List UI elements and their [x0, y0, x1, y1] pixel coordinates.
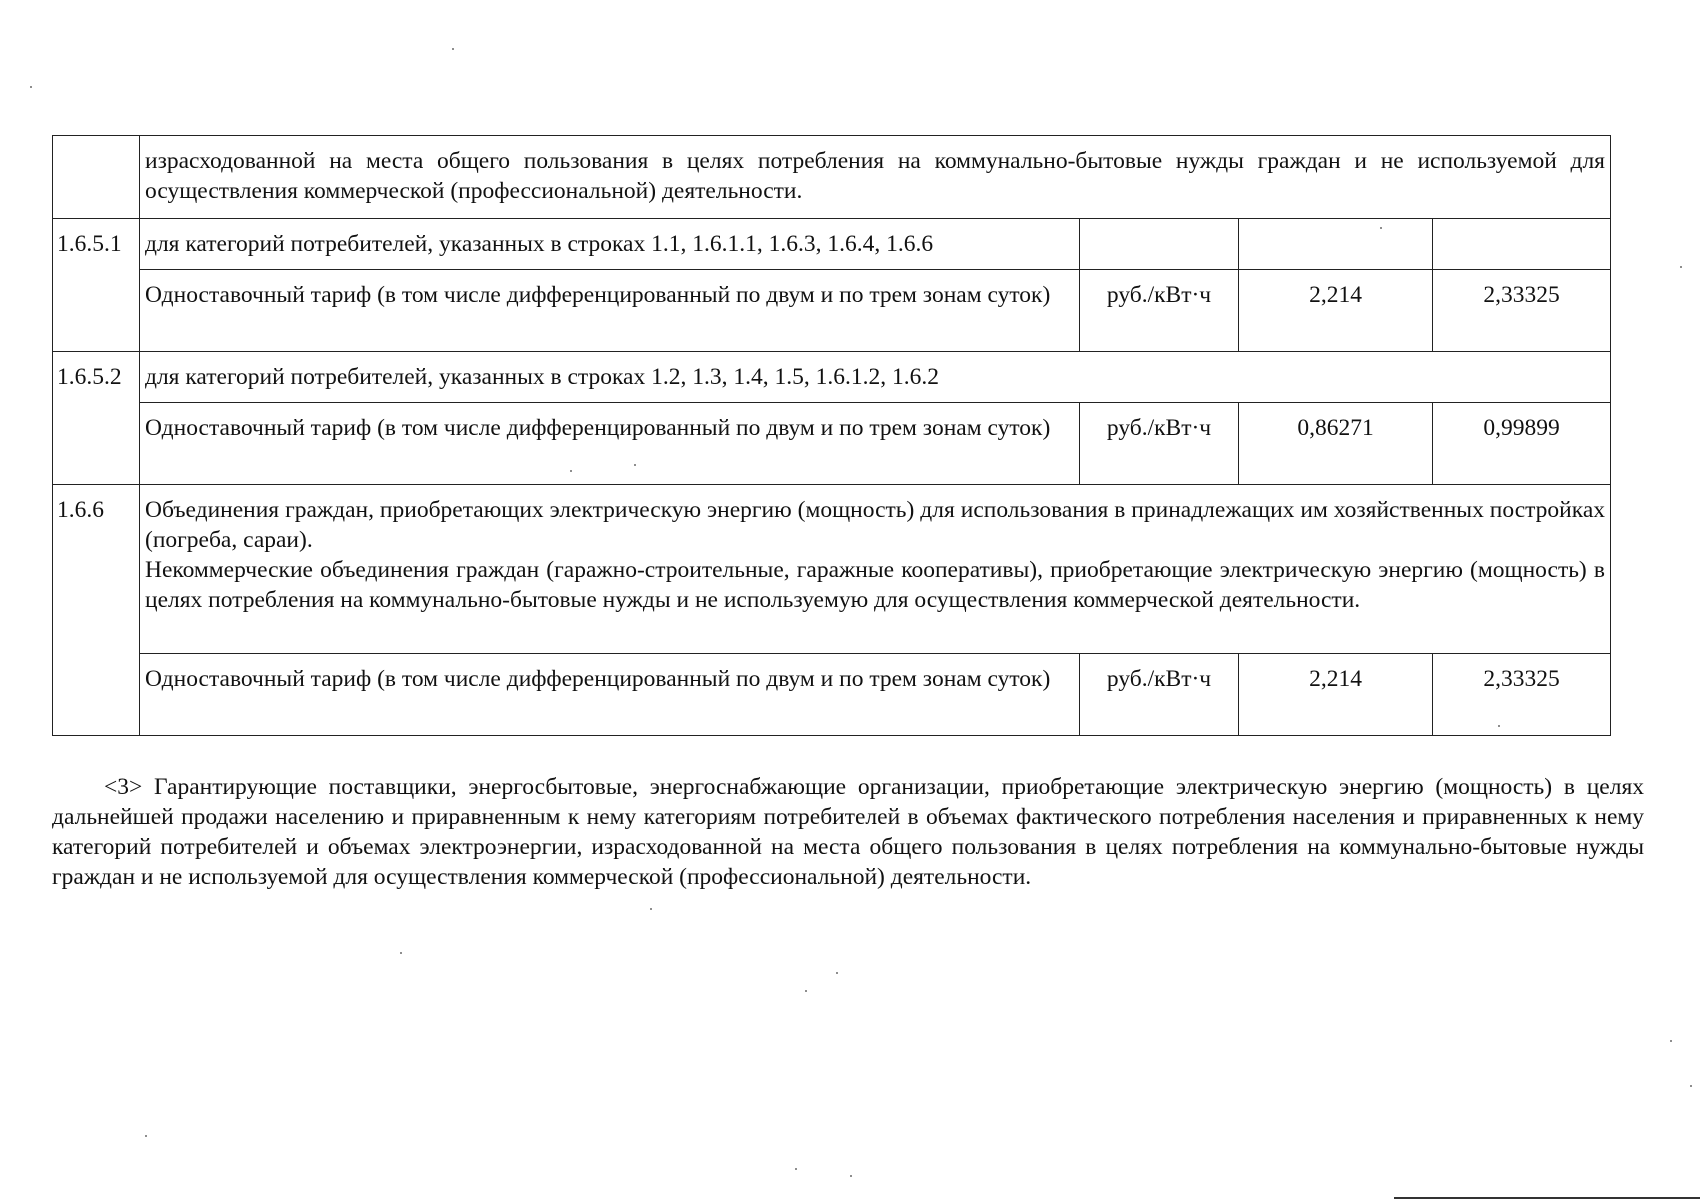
tariff-name: Одноставочный тариф (в том числе дифференцированный по двум и по трем зонам суток) — [145, 666, 1051, 692]
unit-text: руб./кВт·ч — [1106, 666, 1212, 692]
category-paragraph-2: Некоммерческие объединения граждан (гаражно-строительные, гаражные кооперативы), приобретающие электрическую энергию (мощность) в целях потребления на коммунально-бытовые нужды и не используемую для осуществления коммерческой деятельности. — [145, 557, 1605, 613]
category-text: для категорий потребителей, указанных в строках 1.2, 1.3, 1.4, 1.5, 1.6.1.2, 1.6.2 — [145, 364, 939, 390]
tariff-value-1: 2,214 — [1309, 666, 1362, 692]
unit-cell-empty — [1080, 219, 1239, 270]
continuation-text-cell — [140, 136, 1611, 219]
value-cell — [1433, 654, 1611, 736]
unit-text: руб./кВт·ч — [1106, 415, 1212, 441]
scan-speck — [805, 990, 807, 992]
continuation-text: израсходованной на места общего пользования в целях потребления на коммунально-бытовые нужды граждан и не используемой для осуществления коммерческой (профессиональной) деятельности. — [145, 148, 1605, 204]
row-number: 1.6.5.1 — [57, 231, 122, 257]
tariff-value-1: 2,214 — [1309, 282, 1362, 308]
value-cell — [1239, 270, 1433, 352]
table-row-category — [53, 352, 1611, 403]
tariff-value-1: 0,86271 — [1297, 415, 1374, 441]
category-paragraph-1: Объединения граждан, приобретающих электрическую энергию (мощность) для использования в принадлежащих им хозяйственных постройках (погреба, сараи). — [145, 497, 1605, 553]
footer-rule — [1394, 1197, 1700, 1199]
value-cell-empty — [1433, 219, 1611, 270]
scan-speck — [634, 464, 636, 466]
unit-cell — [1080, 270, 1239, 352]
tariff-name: Одноставочный тариф (в том числе дифференцированный по двум и по трем зонам суток) — [145, 282, 1051, 308]
unit-text: руб./кВт·ч — [1106, 282, 1212, 308]
scan-speck — [650, 908, 652, 910]
row-number-cell — [53, 219, 140, 352]
scan-speck — [145, 1135, 147, 1137]
value-cell-empty — [1239, 219, 1433, 270]
tariff-table — [52, 135, 1611, 736]
scan-speck — [1680, 266, 1682, 268]
scan-speck — [795, 1168, 797, 1170]
scan-speck — [850, 1175, 852, 1177]
table-row-tariff — [53, 654, 1611, 736]
tariff-name-cell — [140, 654, 1080, 736]
table-row-continuation — [53, 136, 1611, 219]
footnote-paragraph: <3> Гарантирующие поставщики, энергосбытовые, энергоснабжающие организации, приобретающие электрическую энергию (мощность) в целях дальнейшей продажи населению и приравненным к нему категориям потребителей в объемах фактического потребления населения и приравненных к нему категорий потребителей и объемах электроэнергии, израсходованной на места общего пользования в целях потребления на коммунально-бытовые нужды граждан и не используемой для осуществления коммерческой (профессиональной) деятельности. — [52, 774, 1644, 890]
row-number: 1.6.5.2 — [57, 364, 122, 390]
value-cell — [1239, 654, 1433, 736]
scan-speck — [1498, 725, 1500, 727]
scan-speck — [570, 470, 572, 472]
tariff-value-2: 0,99899 — [1483, 415, 1560, 441]
scan-speck — [1690, 1085, 1692, 1087]
table-row-category — [53, 219, 1611, 270]
category-cell — [140, 485, 1611, 654]
category-cell — [140, 219, 1080, 270]
tariff-name: Одноставочный тариф (в том числе дифференцированный по двум и по трем зонам суток) — [145, 415, 1051, 441]
tariff-name-cell — [140, 270, 1080, 352]
tariff-value-2: 2,33325 — [1483, 282, 1560, 308]
unit-cell — [1080, 654, 1239, 736]
scan-speck — [1380, 227, 1382, 229]
value-cell — [1433, 270, 1611, 352]
row-number-cell — [53, 485, 140, 736]
value-cell — [1239, 403, 1433, 485]
scan-speck — [30, 86, 32, 88]
scan-speck — [836, 972, 838, 974]
table-row-tariff — [53, 403, 1611, 485]
scan-speck — [1670, 1040, 1672, 1042]
row-number: 1.6.6 — [57, 497, 104, 523]
row-number-cell-empty — [53, 136, 140, 219]
scan-speck — [400, 952, 402, 954]
row-number-cell — [53, 352, 140, 485]
tariff-name-cell — [140, 403, 1080, 485]
category-text: для категорий потребителей, указанных в строках 1.1, 1.6.1.1, 1.6.3, 1.6.4, 1.6.6 — [145, 231, 934, 257]
scan-speck — [452, 48, 454, 50]
unit-cell — [1080, 403, 1239, 485]
value-cell — [1433, 403, 1611, 485]
tariff-value-2: 2,33325 — [1483, 666, 1560, 692]
table-row-tariff — [53, 270, 1611, 352]
table-row-category — [53, 485, 1611, 654]
category-cell — [140, 352, 1611, 403]
